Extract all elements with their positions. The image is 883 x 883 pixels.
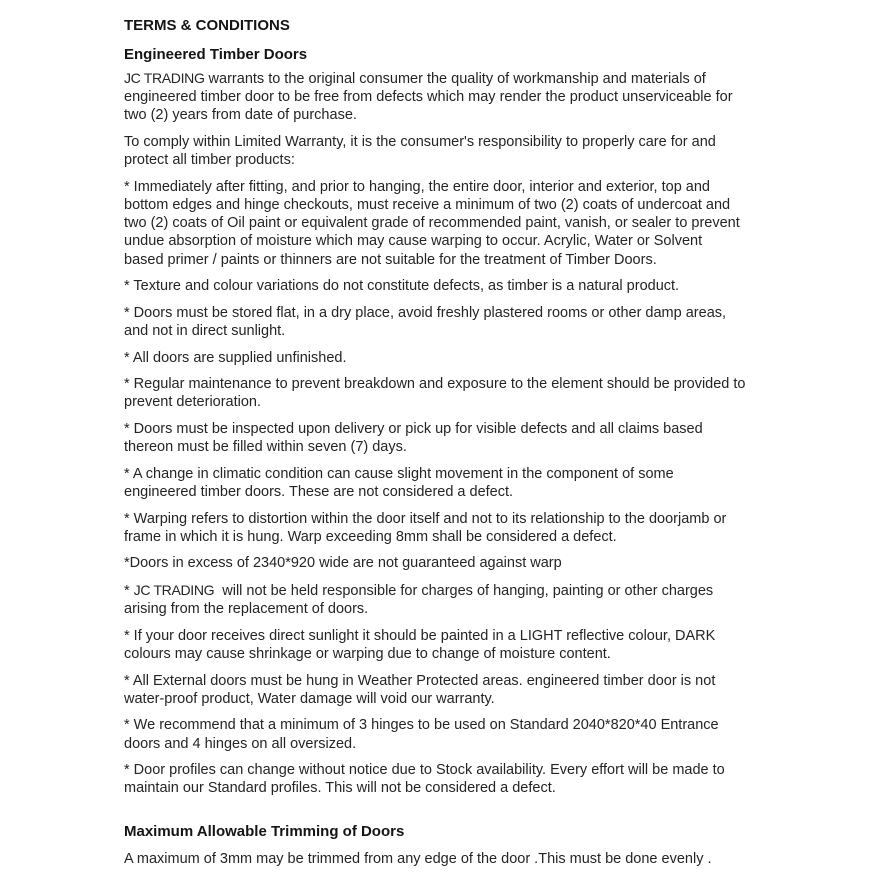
- text-line: water-proof product, Water damage will void our warranty.: [124, 690, 495, 707]
- terms-paragraph: [124, 761, 844, 797]
- text-line: frame in which it is hung. Warp exceeding 8mm shall be considered a defect.: [124, 528, 617, 545]
- text-line: two (2) years from date of purchase.: [124, 107, 357, 124]
- text-line: * Doors must be inspected upon delivery or pick up for visible defects and all claims based: [124, 420, 703, 437]
- text-line: based primer / paints or thinners are not suitable for the treatment of Timber Doors.: [124, 251, 657, 268]
- terms-paragraph: [124, 349, 844, 367]
- text-line: and not in direct sunlight.: [124, 323, 286, 339]
- text-line: doors and 4 hinges on all oversized.: [124, 735, 357, 752]
- text-line: undue absorption of moisture which may cause warping to occur. Acrylic, Water or Solvent: [124, 233, 703, 250]
- text-line: * Immediately after fitting, and prior to hanging, the entire door, interior and exterior, top and: [124, 178, 710, 195]
- text-line: * A change in climatic condition can cause slight movement in the component of some: [124, 465, 674, 482]
- text-line: colours may cause shrinkage or warping due to change of moisture content.: [124, 645, 611, 662]
- section-heading-maximum-trimming: Maximum Allowable Trimming of Doors: [124, 822, 405, 840]
- document-page: [124, 17, 844, 876]
- text-line: * We recommend that a minimum of 3 hinges to be used on Standard 2040*820*40 Entrance: [124, 717, 719, 734]
- terms-paragraph: [124, 554, 844, 572]
- terms-paragraph: [124, 133, 844, 169]
- terms-paragraph: [124, 304, 844, 340]
- text-line: protect all timber products:: [124, 152, 295, 169]
- text-line: bottom edges and hinge checkouts, must receive a minimum of two (2) coats of undercoat and: [124, 197, 731, 213]
- text-line: * All External doors must be hung in Weather Protected areas. engineered timber door is not: [124, 672, 716, 689]
- terms-paragraph: [124, 69, 844, 125]
- text-line: *Doors in excess of 2340*920 wide are not guaranteed against warp: [124, 555, 562, 572]
- brand-name: JC TRADING: [133, 581, 215, 598]
- text-line: maintain our Standard profiles. This will not be considered a defect.: [124, 780, 556, 797]
- document-title: TERMS & CONDITIONS: [124, 17, 290, 34]
- terms-paragraph: [124, 465, 844, 501]
- text-line: * JC TRADING will not be held responsible for charges of hanging, painting or other charges: [124, 581, 714, 599]
- terms-paragraph: [124, 627, 844, 663]
- text-line: engineered timber doors. These are not considered a defect.: [124, 483, 514, 500]
- text-line: * If your door receives direct sunlight it should be painted in a LIGHT reflective colour, DARK: [124, 627, 716, 644]
- text-line: JC TRADING warrants to the original consumer the quality of workmanship and materials of: [124, 70, 706, 87]
- terms-paragraph: [124, 716, 844, 752]
- terms-paragraph: [124, 375, 844, 411]
- text-line: two (2) coats of Oil paint or equivalent grade of recommended paint, vanish, or sealer to prevent: [124, 215, 740, 232]
- text-line: * Texture and colour variations do not constitute defects, as timber is a natural product.: [124, 278, 680, 295]
- terms-paragraph-list: [124, 69, 844, 798]
- text-line: * All doors are supplied unfinished.: [124, 349, 347, 366]
- text-line: To comply within Limited Warranty, it is the consumer's responsibility to properly care for and: [124, 134, 716, 150]
- terms-paragraph: [124, 178, 844, 269]
- trimming-paragraph: A maximum of 3mm may be trimmed from any edge of the door .This must be done evenly .: [124, 850, 712, 867]
- text-line: arising from the replacement of doors.: [124, 601, 369, 618]
- text-line: * Door profiles can change without notice due to Stock availability. Every effort will be made to: [124, 762, 725, 779]
- text-line: * Warping refers to distortion within the door itself and not to its relationship to the doorjamb or: [124, 510, 727, 527]
- section-heading-engineered-timber-doors: Engineered Timber Doors: [124, 46, 308, 63]
- terms-paragraph: [124, 420, 844, 456]
- terms-paragraph: [124, 581, 844, 618]
- terms-paragraph: [124, 672, 844, 708]
- terms-paragraph: [124, 510, 844, 546]
- brand-name: JC TRADING: [124, 70, 205, 86]
- text-line: prevent deterioration.: [124, 394, 262, 411]
- terms-paragraph: [124, 277, 844, 295]
- text-line: thereon must be filled within seven (7) days.: [124, 439, 407, 456]
- text-line: * Regular maintenance to prevent breakdown and exposure to the element should be provided to: [124, 376, 746, 393]
- text-line: * Doors must be stored flat, in a dry place, avoid freshly plastered rooms or other damp areas,: [124, 304, 727, 321]
- text-line: engineered timber door to be free from defects which may render the product unserviceable for: [124, 89, 733, 106]
